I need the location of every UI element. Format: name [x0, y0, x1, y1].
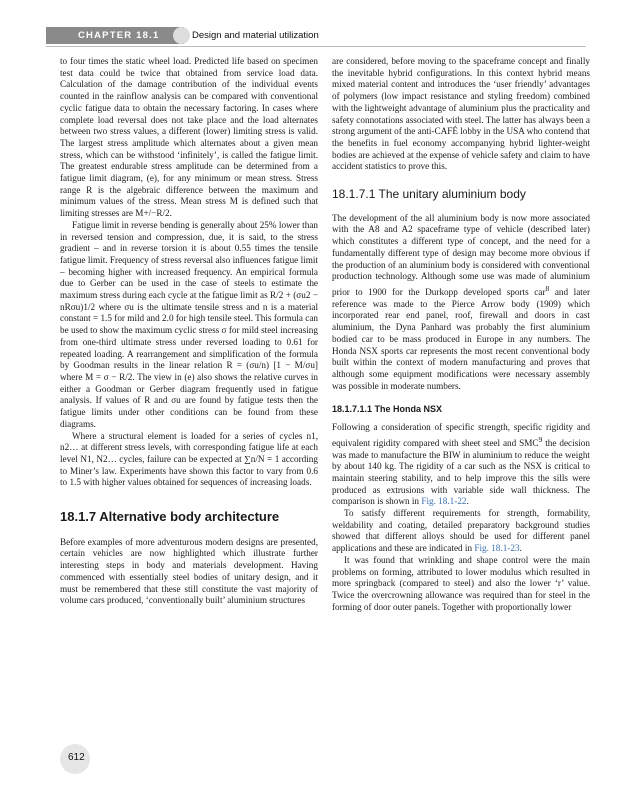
text: The development of the all aluminium body is now more associated with the A8 and A2 spaceframe type of vehicle (described later) which constitutes a different type of concept, and the need for a fundamentally different type of design may become more obvious if the production of an aluminium body is considered with conventional production technology. Although some use was made of aluminium prior to 1900 for the Durkopp developed sports car: [332, 212, 590, 298]
text: .: [519, 543, 522, 554]
text: Following a consideration of specific strength, specific rigidity and equivalent rigidity compared with sheet steel and SMC: [332, 422, 590, 448]
section-title: Design and material utilization: [192, 30, 319, 41]
paragraph: Where a structural element is loaded for a series of cycles n1, n2… at different stress levels, with corresponding fatigue life at each level N1, N2… cycles, failure can be expected at ∑n/N = 1 according to Miner’s law. Experiments have shown this factor to vary from 0.6 to 1.5 with higher values obtained for sequences of increasing loads.: [60, 430, 318, 488]
figure-link[interactable]: Fig. 18.1-22: [421, 496, 467, 507]
subsection-heading: 18.1.7.1 The unitary aluminium body: [332, 187, 526, 202]
chapter-label: CHAPTER 18.1: [46, 27, 184, 44]
section-heading: 18.1.7 Alternative body architecture: [60, 509, 280, 525]
text: To satisfy different requirements for strength, formability, weldability and coating, detailed preparatory background studies showed that different alloys should be used for different panel applications and these are indicated in: [332, 508, 590, 554]
reference-marker[interactable]: 8: [545, 283, 550, 293]
paragraph: [332, 422, 590, 508]
figure-link[interactable]: Fig. 18.1-23: [474, 543, 520, 554]
paragraph: to four times the static wheel load. Predicted life based on specimen test data could be twice that obtained from service load data. Calculation of the damage contribution of the individual events counted in the rainflow analysis can be compared with conventional cyclic fatigue data to obtain the necessary factoring. In cases where complete load reversal does not take place and the load alternates between two stress values, a different (lower) limiting stress is valid. The largest stress amplitude which alternates about a given mean stress, which can be withstood ‘infinitely’, is called the fatigue limit. The greatest endurable stress amplitude can be determined from a fatigue limit diagram, (e), for any minimum or mean stress. Stress range R is the algebraic difference between the maximum and minimum values of the stress. Mean stress M is defined such that limiting stresses are M+/−R/2.: [60, 56, 318, 219]
text: .: [466, 496, 469, 507]
right-column: [332, 56, 590, 613]
subsubsection-heading: 18.1.7.1.1 The Honda NSX: [332, 404, 443, 415]
paragraph: [332, 213, 590, 393]
reference-marker[interactable]: 9: [538, 434, 543, 444]
left-column: [60, 56, 318, 607]
running-header: [0, 0, 626, 48]
page-number: 612: [68, 752, 85, 763]
header-rule: [46, 46, 586, 47]
paragraph: are considered, before moving to the spaceframe concept and finally the inevitable hybrid configurations. In this context hybrid means mixed material content and introduces the ‘user friendly’ advantages of polymers (low impact resistance and styling freedom) combined with the lightweight advantage of aluminium plus the practicality and safety connotations associated with steel. The latter has always been a strong argument of the anti-CAFÉ lobby in the USA who contend that the benefits in fuel economy accompanying hybrid lighter-weight bodies are achieved at the expense of vehicle safety and claim to have accident statistics to prove this.: [332, 56, 590, 172]
paragraph: It was found that wrinkling and shape control were the main problems on forming, attributed to lower modulus which resulted in more springback (compared to steel) and also the lower ‘r’ value. Twice the overcrowning allowance was required than for steel in the forming of door outer panels. Together with proportionally lower: [332, 554, 590, 612]
paragraph: [332, 508, 590, 555]
chapter-tab-cap: [173, 27, 190, 44]
paragraph: Fatigue limit in reverse bending is generally about 25% lower than in reversed tension and compression, due, it is said, to the stress gradient – and in reverse torsion it is about 0.55 times the tensile fatigue limit. Frequency of stress reversal also influences fatigue limit – becoming higher with increased frequency. An empirical formula due to Gerber can be used in the case of steels to estimate the maximum stress during each cycle at the fatigue limit as R/2 + (σu2 − nRσu)1/2 where σu is the ultimate tensile stress and n is a material constant = 1.5 for mild and 2.0 for high tensile steel. This formula can be used to show the maximum cyclic stress σ for mild steel increasing from one-third ultimate stress under reversed loading to 0.61 for repeated loading. A rearrangement and simplification of the formula by Goodman results in the linear relation R = (σu/n) [1 − M/σu] where M = σ − R/2. The view in (e) also shows the relative curves in either a Goodman or Gerber diagram frequently used in fatigue analysis. If values of R and σu are found by fatigue tests then the fatigue limits under other conditions can be found from these diagrams.: [60, 219, 318, 429]
paragraph: Before examples of more adventurous modern designs are presented, certain vehicles are now highlighted which illustrate further interesting steps in body and materials development. Having commenced with essentially steel bodies of unitary design, and it must be remembered that these still constitute the vast majority of volume cars produced, ‘conventionally built’ aluminium structures: [60, 536, 318, 606]
text: the decision was made to manufacture the BIW in aluminium to reduce the weight by about 140 kg. The rigidity of a car such as the NSX is critical to maintain steering stability, and to help improve this the sills were produced as extrusions with variable side wall thickness. The comparison is shown in: [332, 437, 590, 507]
text: and later reference was made to the Pierce Arrow body (1909) which incorporated rear end panel, roof, firewall and doors in cast aluminium, the Dyna Panhard was probably the first aluminium bodied car to be mass produced in Europe in any numbers. The Honda NSX sports car represents the most recent conventional body built within the context of modern manufacturing and proves that although some equipment modifications were necessary assembly was possible in moderate numbers.: [332, 287, 591, 391]
